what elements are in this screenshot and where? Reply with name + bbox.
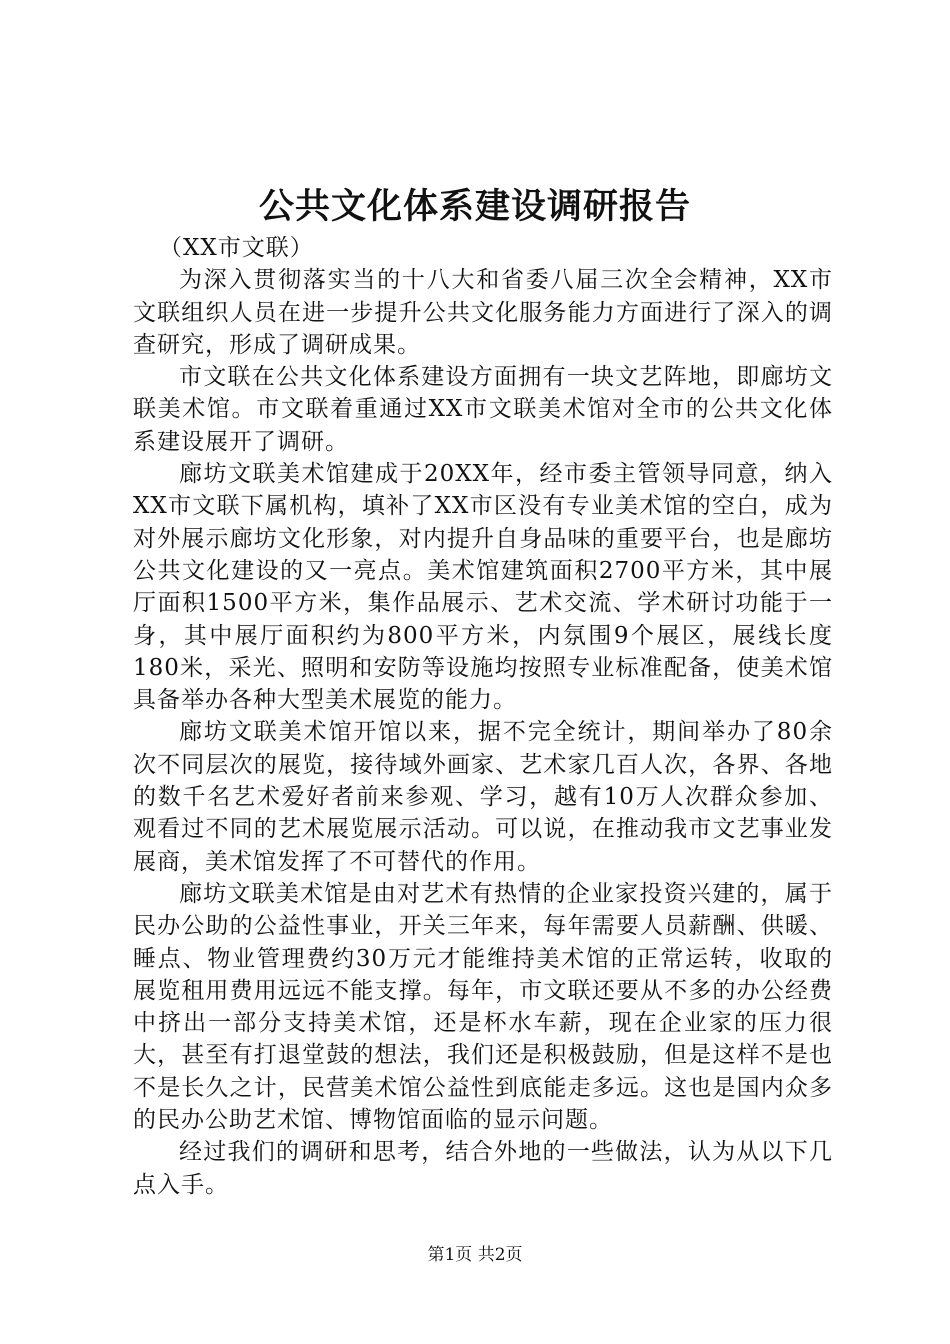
document-body [133, 232, 833, 1201]
paragraph-1: 为深入贯彻落实当的十八大和省委八届三次全会精神，XX市文联组织人员在进一步提升公共文化服务能力方面进行了深入的调查研究，形成了调研成果。 [133, 267, 833, 358]
document-title: 公共文化体系建设调研报告 [258, 186, 691, 227]
page-footer: 第1页 共2页 [427, 1245, 523, 1265]
byline: （XX市文联） [159, 235, 314, 261]
paragraph-2: 市文联在公共文化体系建设方面拥有一块文艺阵地，即廊坊文联美术馆。市文联着重通过XX市文联美术馆对全市的公共文化体系建设展开了调研。 [133, 364, 833, 455]
paragraph-3: 廊坊文联美术馆建成于20XX年，经市委主管领导同意，纳入XX市文联下属机构，填补了XX市区没有专业美术馆的空白，成为对外展示廊坊文化形象，对内提升自身品味的重要平台，也是廊坊公共文化建设的又一亮点。美术馆建筑面积2700平方米，其中展厅面积1500平方米，集作品展示、艺术交流、学术研讨功能于一身，其中展厅面积约为800平方米，内氛围9个展区，展线长度180米，采光、照明和安防等设施均按照专业标准配备，使美术馆具备举办各种大型美术展览的能力。 [133, 461, 833, 714]
paragraph-5: 廊坊文联美术馆是由对艺术有热情的企业家投资兴建的，属于民办公助的公益性事业，开关三年来，每年需要人员薪酬、供暖、睡点、物业管理费约30万元才能维持美术馆的正常运转，收取的展览租用费用远远不能支撑。每年，市文联还要从不多的办公经费中挤出一部分支持美术馆，还是杯水车薪，现在企业家的压力很大，甚至有打退堂鼓的想法，我们还是积极鼓励，但是这样不是也不是长久之计，民营美术馆公益性到底能走多远。这也是国内众多的民办公助艺术馆、博物馆面临的显示问题。 [133, 880, 833, 1134]
paragraph-6: 经过我们的调研和思考，结合外地的一些做法，认为从以下几点入手。 [133, 1139, 833, 1198]
paragraph-4: 廊坊文联美术馆开馆以来，据不完全统计，期间举办了80余次不同层次的展览，接待域外画家、艺术家几百人次，各界、各地的数千名艺术爱好者前来参观、学习，越有10万人次群众参加、观看过不同的艺术展览展示活动。可以说，在推动我市文艺事业发展商，美术馆发挥了不可替代的作用。 [133, 719, 833, 875]
